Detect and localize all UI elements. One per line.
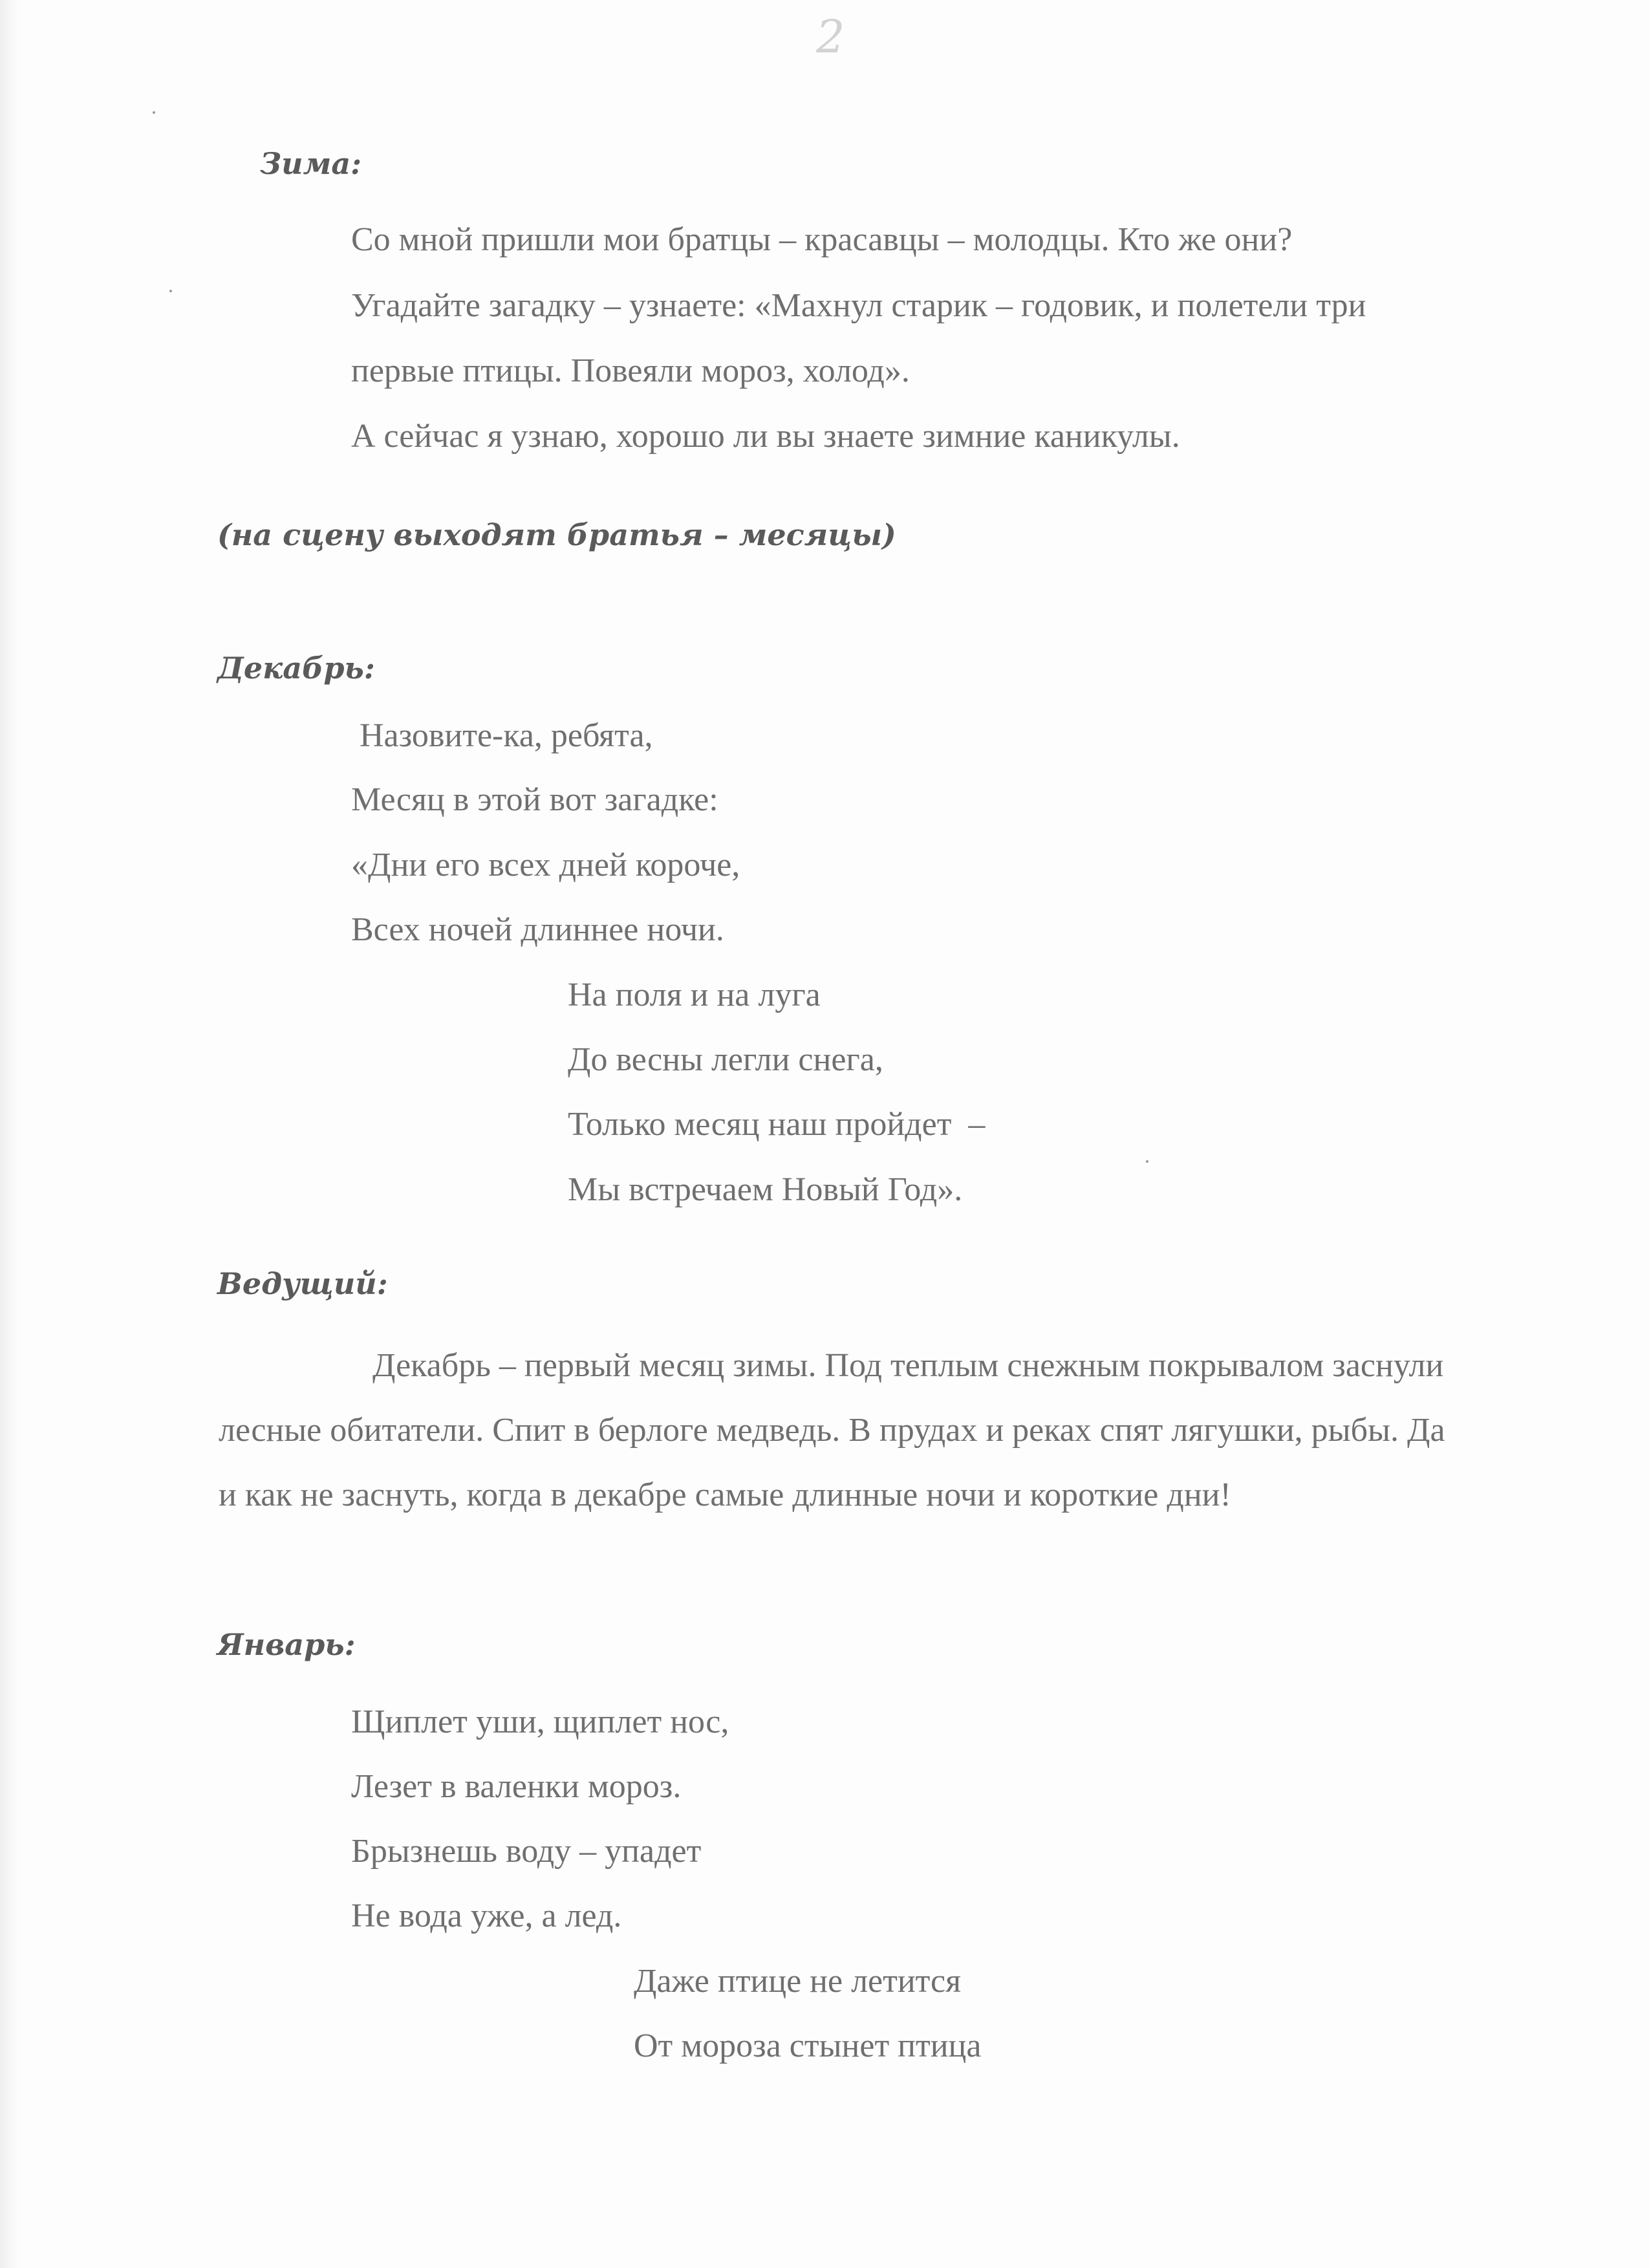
text-line: Угадайте загадку – узнаете: «Махнул старик – годовик, и полетели три: [351, 287, 1366, 324]
text-line: Со мной пришли мои братцы – красавцы – молодцы. Кто же они?: [351, 221, 1293, 258]
verse-line: Брызнешь воду – упадет: [351, 1833, 702, 1870]
section-heading-veduschiy: Ведущий:: [217, 1266, 388, 1301]
verse-line: Всех ночей длиннее ночи.: [351, 911, 724, 948]
verse-line-indented: От мороза стынет птица: [634, 2027, 982, 2064]
verse-line: Не вода уже, а лед.: [351, 1897, 622, 1934]
verse-line-indented: Даже птице не летится: [634, 1963, 962, 2000]
verse-line: Лезет в валенки мороз.: [351, 1768, 682, 1805]
verse-line: Месяц в этой вот загадке:: [351, 781, 718, 818]
verse-line-indented: Мы встречаем Новый Год».: [568, 1171, 963, 1208]
page-number-mark: 2: [816, 10, 845, 63]
stage-direction: (на сцену выходят братья – месяцы): [217, 517, 896, 552]
scan-shadow-edge: [0, 0, 23, 2268]
section-heading-dekabr: Декабрь:: [217, 651, 375, 686]
verse-line: Щиплет уши, щиплет нос,: [351, 1703, 729, 1740]
scan-speck: [153, 111, 155, 114]
text-line: А сейчас я узнаю, хорошо ли вы знаете зимние каникулы.: [351, 418, 1180, 455]
verse-line-indented: На поля и на луга: [568, 977, 821, 1013]
verse-line: «Дни его всех дней короче,: [351, 847, 740, 883]
scan-speck: [1146, 1160, 1148, 1163]
verse-line: Назовите-ка, ребята,: [351, 717, 653, 754]
text-line: первые птицы. Повеяли мороз, холод».: [351, 352, 910, 389]
section-heading-yanvar: Январь:: [217, 1627, 356, 1662]
scan-speck: [169, 290, 172, 292]
narrator-paragraph: Декабрь – первый месяц зимы. Под теплым снежным покрывалом заснули лесные обитатели. Спит в берлоге медведь. В прудах и реках спят лягушки, рыбы. Да и как не заснуть, когда в декабре самые длинные ночи и короткие дни!: [219, 1347, 1445, 1513]
section-heading-zima: Зима:: [260, 146, 362, 181]
verse-line-indented: Только месяц наш пройдет –: [568, 1106, 986, 1143]
verse-line-indented: До весны легли снега,: [568, 1041, 883, 1078]
